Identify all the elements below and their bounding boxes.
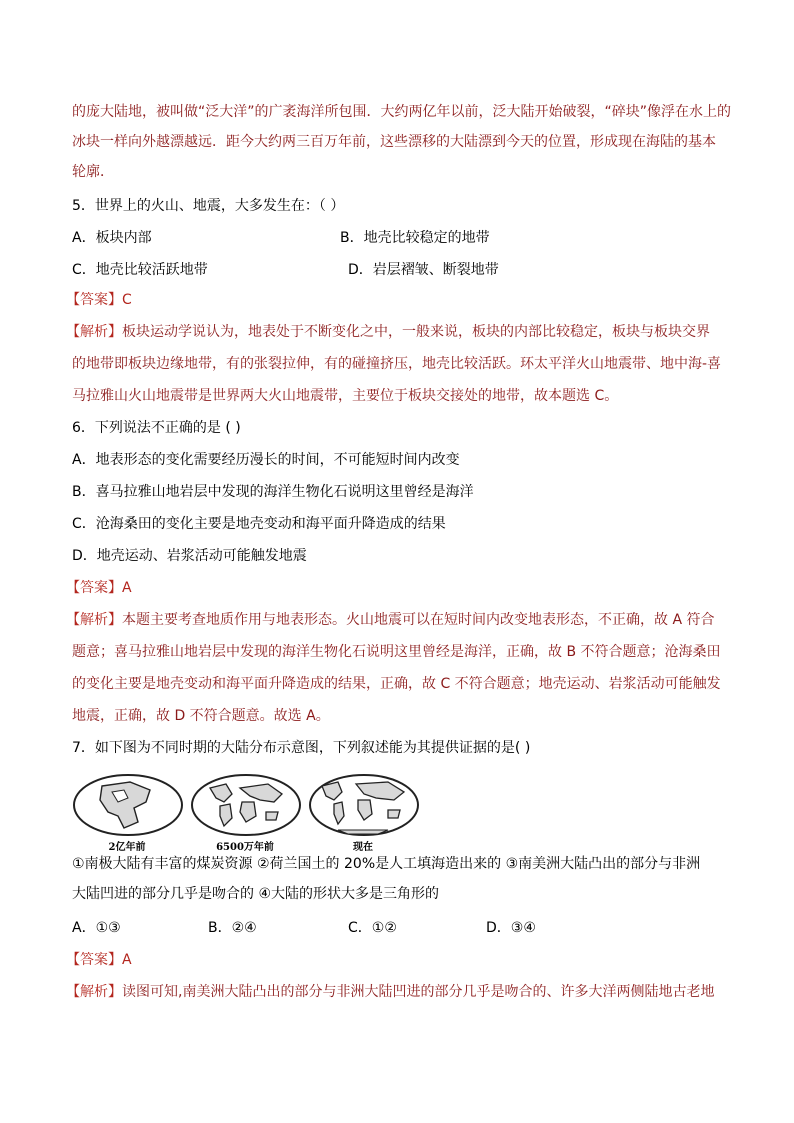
q7-statement-line-1: ①南极大陆有丰富的煤炭资源 ②荷兰国土的 20%是人工填海造出来的 ③南美洲大陆凸出的部分与非洲: [72, 856, 701, 872]
q6-option-b: B．喜马拉雅山地岩层中发现的海洋生物化石说明这里曾经是海洋: [72, 484, 474, 500]
map-caption-1: 2亿年前: [108, 842, 146, 853]
map-65-million-years-ago: [190, 772, 302, 838]
q5-stem: 5．世界上的火山、地震，大多发生在：（ ）: [72, 198, 345, 214]
q7-statement-line-2: 大陆凹进的部分几乎是吻合的 ④大陆的形状大多是三角形的: [72, 886, 439, 902]
q6-stem: 6．下列说法不正确的是 ( ): [72, 420, 241, 436]
answer-value: A: [122, 580, 132, 596]
q6-explanation-2: 题意；喜马拉雅山地岩层中发现的海洋生物化石说明这里曾经是海洋，正确，故 B 不符合题意；沧海桑田: [72, 644, 721, 660]
q7-option-b: B．②④: [208, 920, 257, 936]
map-present-day: [308, 772, 420, 838]
q5-option-d: D．岩层褶皱、断裂地带: [348, 262, 499, 278]
q7-option-a: A．①③: [72, 920, 121, 936]
answer-label: 【答案】: [66, 292, 122, 308]
q7-option-c: C．①②: [348, 920, 397, 936]
explanation-label: 【解析】: [66, 324, 122, 340]
explanation-label: 【解析】: [66, 984, 122, 1000]
q5-option-a: A．板块内部: [72, 230, 152, 246]
map-caption-3: 现在: [353, 842, 373, 853]
q5-explanation-3: 马拉雅山火山地震带是世界两大火山地震带，主要位于板块交接处的地带，故本题选 C。: [72, 388, 619, 404]
q5-option-c: C．地壳比较活跃地带: [72, 262, 208, 278]
answer-value: A: [122, 952, 132, 968]
q6-explanation-4: 地震，正确，故 D 不符合题意。故选 A。: [72, 708, 330, 724]
q5-explanation-2: 的地带即板块边缘地带，有的张裂拉伸，有的碰撞挤压，地壳比较活跃。环太平洋火山地震带、地中海-喜: [72, 356, 722, 372]
map-200-million-years-ago: [72, 772, 184, 838]
q7-option-d: D．③④: [486, 920, 536, 936]
intro-line-3: 轮廓．: [72, 164, 114, 180]
q5-explanation-1: 【解析】板块运动学说认为，地表处于不断变化之中，一般来说，板块的内部比较稳定，板块与板块交界: [66, 324, 710, 340]
q6-option-a: A．地表形态的变化需要经历漫长的时间，不可能短时间内改变: [72, 452, 460, 468]
answer-label: 【答案】: [66, 580, 122, 596]
explanation-label: 【解析】: [66, 612, 122, 628]
intro-line-2: 冰块一样向外越漂越远．距今大约两三百万年前，这些漂移的大陆漂到今天的位置，形成现在海陆的基本: [72, 134, 716, 150]
q6-option-c: C．沧海桑田的变化主要是地壳变动和海平面升降造成的结果: [72, 516, 446, 532]
map-caption-2: 6500万年前: [216, 842, 274, 853]
answer-value: C: [122, 292, 132, 308]
q6-option-d: D．地壳运动、岩浆活动可能触发地震: [72, 548, 307, 564]
q6-explanation-1: 【解析】本题主要考查地质作用与地表形态。火山地震可以在短时间内改变地表形态，不正确，故 A 符合: [66, 612, 715, 628]
q6-answer: [66, 578, 132, 598]
q7-answer: [66, 950, 132, 970]
q7-stem: 7．如下图为不同时期的大陆分布示意图，下列叙述能为其提供证据的是( ): [72, 740, 531, 756]
q7-explanation-1: 【解析】读图可知,南美洲大陆凸出的部分与非洲大陆凹进的部分几乎是吻合的、许多大洋两侧陆地古老地: [66, 984, 715, 1000]
continent-maps-figure: [72, 772, 417, 856]
answer-label: 【答案】: [66, 952, 122, 968]
q5-answer: [66, 290, 132, 310]
intro-line-1: 的庞大陆地，被叫做“泛大洋”的广袤海洋所包围．大约两亿年以前，泛大陆开始破裂，“碎块”像浮在水上的: [72, 104, 732, 120]
q6-explanation-3: 的变化主要是地壳变动和海平面升降造成的结果，正确，故 C 不符合题意；地壳运动、岩浆活动可能触发: [72, 676, 721, 692]
q5-option-b: B．地壳比较稳定的地带: [340, 230, 490, 246]
